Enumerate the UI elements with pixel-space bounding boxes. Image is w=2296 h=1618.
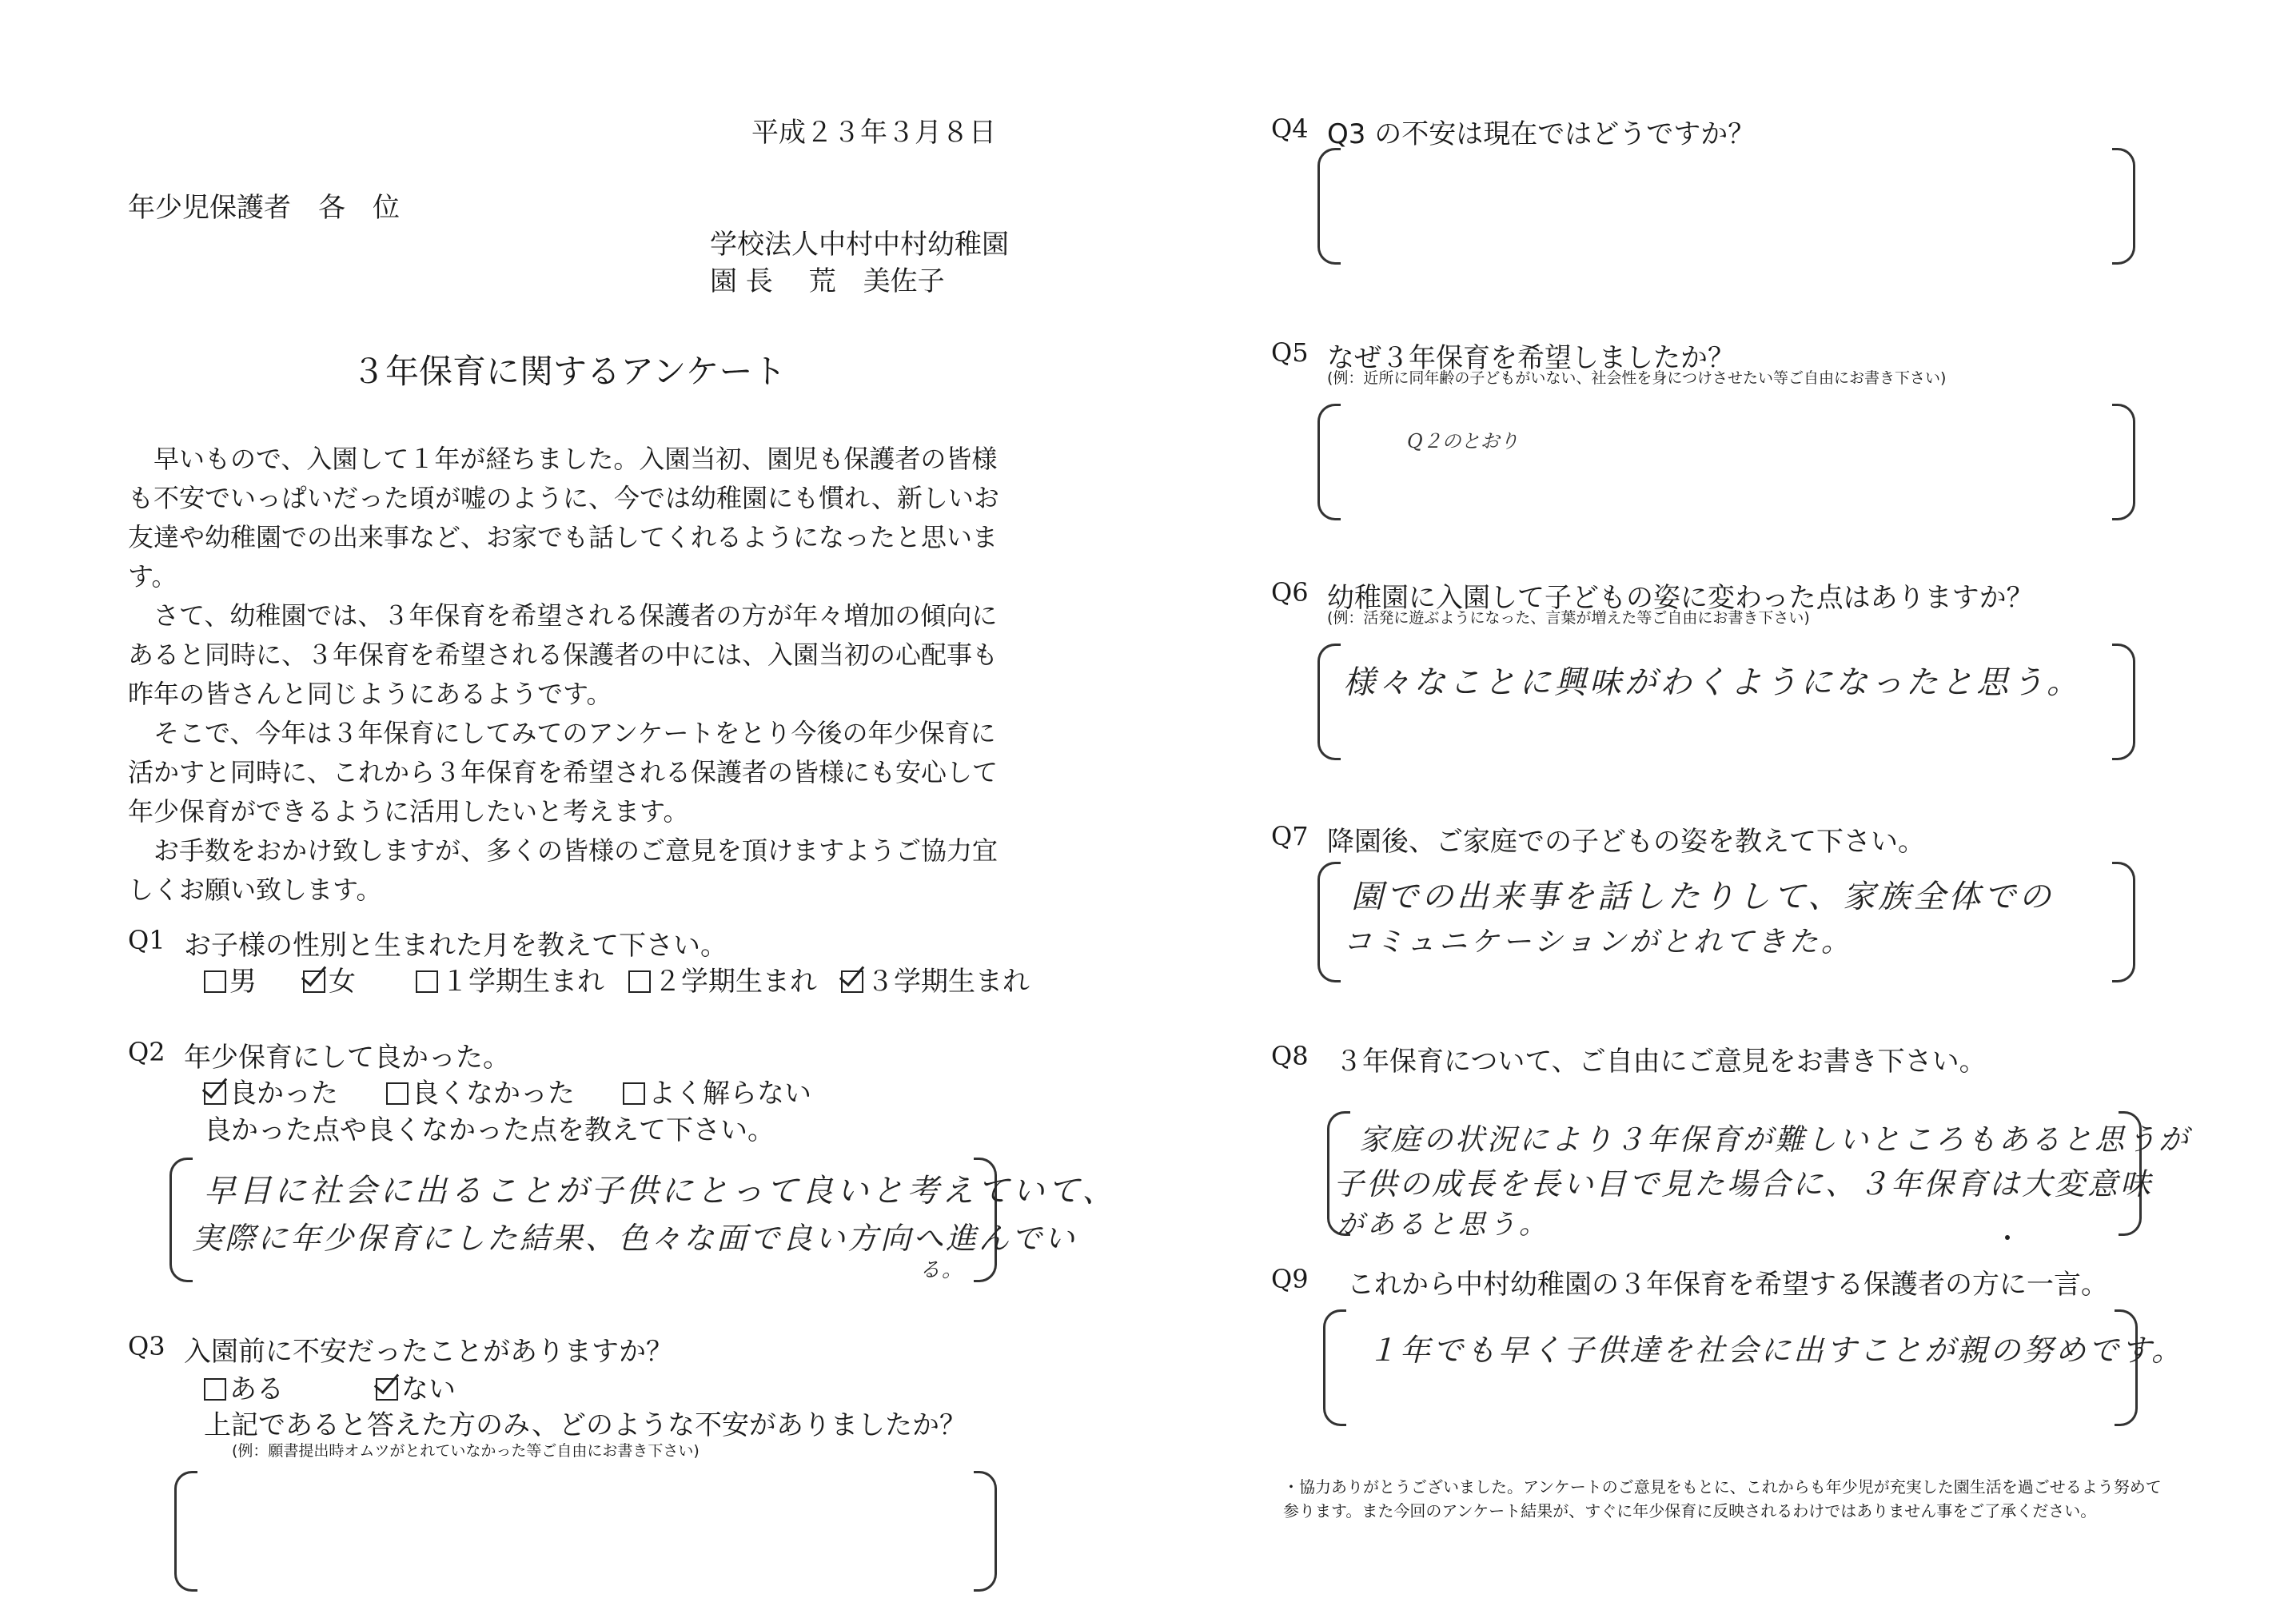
q4-bracket-left bbox=[1317, 148, 1341, 265]
school-name: 学校法人中村中村幼稚園 bbox=[710, 229, 1009, 261]
q2-answer-line2: 実際に年少保育にした結果、色々な面で良い方向へ進んでい bbox=[192, 1221, 1078, 1256]
checkbox-unsure[interactable] bbox=[623, 1071, 811, 1110]
q3-bracket-left bbox=[174, 1471, 197, 1592]
q4-bracket-right bbox=[2112, 148, 2135, 265]
q3-number: Q3 bbox=[128, 1331, 165, 1361]
checkbox-label: １学期生まれ bbox=[441, 966, 604, 998]
q7-text: 降園後、ご家庭での子どもの姿を教えて下さい。 bbox=[1327, 826, 1925, 858]
q4-text: Q3 の不安は現在ではどうですか？ bbox=[1327, 118, 1756, 150]
page-title: ３年保育に関するアンケート bbox=[352, 352, 787, 391]
intro-paragraph: お手数をおかけ致しますが、多くの皆様のご意見を頂けますようご協力宜しくお願い致します。 bbox=[128, 835, 999, 905]
q5-text: なぜ３年保育を希望しましたか？ bbox=[1327, 342, 1735, 374]
q7-bracket-right bbox=[2112, 862, 2135, 982]
q5-bracket-left bbox=[1317, 404, 1341, 520]
intro-paragraph: さて、幼稚園では、３年保育を希望される保護者の方が年々増加の傾向にあると同時に、３年保育を希望される保護者の中には、入園当初の心配事も昨年の皆さんと同じようにあるようです。 bbox=[128, 600, 999, 709]
q7-answer-line2: コミュニケーションがとれてきた。 bbox=[1343, 926, 1853, 958]
footer-text: ・協力ありがとうございました。アンケートのご意見をもとに、これからも年少児が充実した園生活を過ごせるよう努めて参ります。また今回のアンケート結果が、すぐに年少保育に反映されるわけではありません事をご了承ください。 bbox=[1283, 1477, 2162, 1520]
q2-text: 年少保育にして良かった。 bbox=[184, 1042, 510, 1074]
ink-dot bbox=[2005, 1235, 2010, 1240]
q7-answer-line1: 園での出来事を話したりして、家族全体での bbox=[1351, 879, 2055, 915]
q6-bracket-right bbox=[2112, 644, 2135, 760]
q8-text: ３年保育について、ご自由にご意見をお書き下さい。 bbox=[1335, 1046, 1987, 1078]
checkbox-no[interactable] bbox=[376, 1367, 456, 1406]
q9-text: これから中村幼稚園の３年保育を希望する保護者の方に一言。 bbox=[1347, 1269, 2108, 1301]
checkbox-label: ある bbox=[229, 1373, 284, 1405]
q4-number: Q4 bbox=[1271, 114, 1309, 144]
q2-bracket-left bbox=[169, 1158, 193, 1282]
checkbox-box[interactable] bbox=[204, 1378, 226, 1401]
q3-text: 入園前に不安だったことがありますか？ bbox=[184, 1336, 673, 1368]
checkbox-label: 女 bbox=[329, 966, 356, 998]
intro-paragraph: 早いもので、入園して１年が経ちました。入園当初、園児も保護者の皆様も不安でいっぱいだった頃が嘘のように、今では幼稚園にも慣れ、新しいお友達や幼稚園での出来事など、お家でも話してくれるようになったと思います。 bbox=[128, 444, 999, 592]
q8-answer-line1: 家庭の状況により３年保育が難しいところもあると思うが bbox=[1359, 1122, 2190, 1157]
checkbox-box[interactable] bbox=[303, 970, 325, 993]
checkbox-label: 良かった bbox=[229, 1078, 338, 1110]
checkbox-box[interactable] bbox=[623, 1082, 645, 1105]
checkbox-box[interactable] bbox=[386, 1082, 409, 1105]
checkbox-label: 良くなかった bbox=[412, 1078, 575, 1110]
q3-options bbox=[204, 1367, 502, 1406]
checkbox-label: ２学期生まれ bbox=[654, 966, 817, 998]
q5-bracket-right bbox=[2112, 404, 2135, 520]
q2-answer-line1: 早目に社会に出ることが子供にとって良いと考えていて、 bbox=[204, 1173, 1118, 1210]
q2-number: Q2 bbox=[128, 1037, 165, 1067]
date: 平成２３年３月８日 bbox=[751, 117, 996, 149]
checkbox-label: よく解らない bbox=[648, 1078, 811, 1110]
checkbox-box[interactable] bbox=[416, 970, 438, 993]
q6-number: Q6 bbox=[1271, 577, 1309, 608]
checkbox-good[interactable] bbox=[204, 1071, 338, 1110]
q5-example: (例：近所に同年齢の子どもがいない、社会性を身につけさせたい等ご自由にお書き下さい) bbox=[1327, 369, 1947, 387]
checkbox-box[interactable] bbox=[841, 970, 863, 993]
intro-paragraph: そこで、今年は３年保育にしてみてのアンケートをとり今後の年少保育に活かすと同時に、これから３年保育を希望される保護者の皆様にも安心して年少保育ができるように活用したいと考えます。 bbox=[128, 718, 999, 827]
checkbox-term3[interactable] bbox=[841, 959, 1030, 998]
checkbox-term2[interactable] bbox=[628, 959, 817, 998]
q6-answer: 様々なことに興味がわくようになったと思う。 bbox=[1343, 664, 2082, 701]
checkbox-box[interactable] bbox=[204, 970, 226, 993]
q6-text: 幼稚園に入園して子どもの姿に変わった点はありますか？ bbox=[1327, 582, 2034, 614]
q1-number: Q1 bbox=[128, 925, 165, 955]
principal-name: 園 長 荒 美佐子 bbox=[710, 265, 945, 297]
q8-answer-line3: があると思う。 bbox=[1337, 1209, 1549, 1241]
q6-bracket-left bbox=[1317, 644, 1341, 760]
footer-note bbox=[1283, 1475, 2162, 1523]
checkbox-box[interactable] bbox=[628, 970, 651, 993]
q9-answer: １年でも早く子供達を社会に出すことが親の努めです。 bbox=[1367, 1333, 2184, 1368]
q1-text: お子様の性別と生まれた月を教えて下さい。 bbox=[184, 930, 727, 962]
q5-answer: Q２のとおり bbox=[1407, 430, 1519, 452]
q9-bracket-left bbox=[1323, 1309, 1346, 1426]
q8-answer-line2: 子供の成長を長い目で見た場合に、３年保育は大変意味 bbox=[1333, 1166, 2154, 1202]
checkbox-label: ない bbox=[401, 1373, 456, 1405]
intro-text bbox=[128, 440, 1015, 910]
q2-answer-line3: る。 bbox=[919, 1258, 965, 1282]
q2-options bbox=[204, 1071, 858, 1110]
checkbox-label: ３学期生まれ bbox=[867, 966, 1030, 998]
q9-number: Q9 bbox=[1271, 1264, 1309, 1294]
q1-options bbox=[204, 959, 1076, 998]
q7-number: Q7 bbox=[1271, 821, 1309, 851]
checkbox-box[interactable] bbox=[376, 1378, 398, 1401]
q2-sub: 良かった点や良くなかった点を教えて下さい。 bbox=[204, 1114, 775, 1146]
checkbox-male[interactable] bbox=[204, 959, 257, 998]
q3-bracket-right bbox=[974, 1471, 997, 1592]
q3-example: (例：願書提出時オムツがとれていなかった等ご自由にお書き下さい) bbox=[232, 1442, 700, 1460]
addressee: 年少児保護者 各 位 bbox=[128, 192, 400, 224]
checkbox-label: 男 bbox=[229, 966, 257, 998]
checkbox-box[interactable] bbox=[204, 1082, 226, 1105]
checkbox-female[interactable] bbox=[303, 959, 356, 998]
checkbox-term1[interactable] bbox=[416, 959, 604, 998]
q6-example: (例：活発に遊ぶようになった、言葉が増えた等ご自由にお書き下さい) bbox=[1327, 609, 1810, 627]
checkbox-yes[interactable] bbox=[204, 1367, 284, 1406]
q7-bracket-left bbox=[1317, 862, 1341, 982]
checkbox-not-good[interactable] bbox=[386, 1071, 575, 1110]
q8-number: Q8 bbox=[1271, 1041, 1309, 1071]
q3-sub: 上記であると答えた方のみ、どのような不安がありましたか？ bbox=[204, 1409, 967, 1441]
q5-number: Q5 bbox=[1271, 337, 1309, 368]
